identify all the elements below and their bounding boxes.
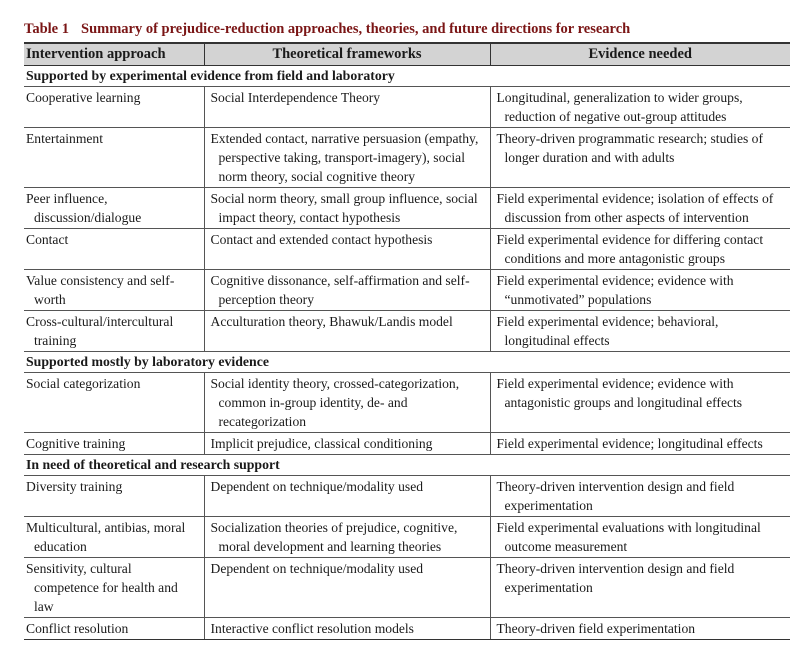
intervention-approach-cell: [24, 618, 204, 640]
table-figure: [24, 20, 790, 640]
cell-text: Dependent on technique/modality used: [210, 561, 424, 576]
theoretical-frameworks-cell: [204, 476, 490, 517]
theoretical-frameworks-cell: [204, 270, 490, 311]
cell-text: Social Interdependence Theory: [210, 90, 381, 105]
cell-text: Multicultural, antibias, moral education: [26, 520, 186, 554]
cell-text: Contact: [26, 232, 69, 247]
cell-text: Field experimental evidence for differing contact conditions and more antagonistic groups: [496, 232, 764, 266]
evidence-needed-cell: [490, 517, 790, 558]
cell-text: Field experimental evidence; evidence with “unmotivated” populations: [496, 273, 734, 307]
cell-text: Theory-driven field experimentation: [496, 621, 696, 636]
table-row: [24, 517, 790, 558]
theoretical-frameworks-cell: [204, 558, 490, 618]
table-row: [24, 229, 790, 270]
evidence-needed-cell: [490, 311, 790, 352]
cell-text: Field experimental evaluations with longitudinal outcome measurement: [496, 520, 761, 554]
evidence-needed-cell: [490, 476, 790, 517]
section-heading-row: [24, 455, 790, 476]
evidence-needed-cell: [490, 128, 790, 188]
cell-text: Socialization theories of prejudice, cognitive, moral development and learning theories: [210, 520, 458, 554]
summary-table: [24, 42, 790, 640]
intervention-approach-cell: [24, 476, 204, 517]
intervention-approach-cell: [24, 270, 204, 311]
evidence-needed-cell: [490, 229, 790, 270]
evidence-needed-cell: [490, 618, 790, 640]
header-row: [24, 43, 790, 66]
table-title: Summary of prejudice-reduction approaches, theories, and future directions for research: [81, 21, 631, 37]
cell-text: Field experimental evidence; longitudinal effects: [496, 436, 763, 451]
evidence-needed-cell: [490, 188, 790, 229]
cell-text: Peer influence, discussion/dialogue: [26, 191, 142, 225]
cell-text: Theory-driven intervention design and field experimentation: [496, 479, 735, 513]
cell-text: Social identity theory, crossed-categorization, common in-group identity, de- and recategorization: [210, 376, 460, 429]
cell-text: Field experimental evidence; isolation of effects of discussion from other aspects of intervention: [496, 191, 774, 225]
cell-text: Field experimental evidence; behavioral, longitudinal effects: [496, 314, 719, 348]
evidence-needed-cell: [490, 87, 790, 128]
cell-text: Acculturation theory, Bhawuk/Landis model: [210, 314, 453, 329]
theoretical-frameworks-cell: [204, 517, 490, 558]
table-row: [24, 373, 790, 433]
cell-text: Social norm theory, small group influence, social impact theory, contact hypothesis: [210, 191, 478, 225]
table-row: [24, 476, 790, 517]
cell-text: Dependent on technique/modality used: [210, 479, 424, 494]
section-heading: Supported by experimental evidence from field and laboratory: [24, 66, 790, 87]
cell-text: Implicit prejudice, classical conditioning: [210, 436, 433, 451]
table-body: [24, 66, 790, 640]
cell-text: Entertainment: [26, 131, 104, 146]
cell-text: Field experimental evidence; evidence with antagonistic groups and longitudinal effects: [496, 376, 743, 410]
theoretical-frameworks-cell: [204, 373, 490, 433]
table-caption: [24, 20, 790, 42]
cell-text: Cooperative learning: [26, 90, 141, 105]
column-header: Intervention approach: [24, 43, 204, 66]
cell-text: Extended contact, narrative persuasion (empathy, perspective taking, transport-imagery), social norm theory, social cognitive theory: [210, 131, 479, 184]
table-row: [24, 128, 790, 188]
evidence-needed-cell: [490, 433, 790, 455]
section-heading: In need of theoretical and research support: [24, 455, 790, 476]
theoretical-frameworks-cell: [204, 87, 490, 128]
intervention-approach-cell: [24, 373, 204, 433]
theoretical-frameworks-cell: [204, 188, 490, 229]
intervention-approach-cell: [24, 128, 204, 188]
intervention-approach-cell: [24, 517, 204, 558]
cell-text: Contact and extended contact hypothesis: [210, 232, 433, 247]
cell-text: Longitudinal, generalization to wider groups, reduction of negative out-group attitudes: [496, 90, 743, 124]
cell-text: Social categorization: [26, 376, 141, 391]
intervention-approach-cell: [24, 311, 204, 352]
intervention-approach-cell: [24, 229, 204, 270]
table-row: [24, 87, 790, 128]
intervention-approach-cell: [24, 87, 204, 128]
evidence-needed-cell: [490, 558, 790, 618]
cell-text: Diversity training: [26, 479, 123, 494]
theoretical-frameworks-cell: [204, 128, 490, 188]
cell-text: Conflict resolution: [26, 621, 129, 636]
cell-text: Theory-driven programmatic research; studies of longer duration and with adults: [496, 131, 763, 165]
theoretical-frameworks-cell: [204, 229, 490, 270]
cell-text: Interactive conflict resolution models: [210, 621, 414, 636]
cell-text: Cognitive dissonance, self-affirmation and self-perception theory: [210, 273, 470, 307]
cell-text: Value consistency and self-worth: [26, 273, 175, 307]
section-heading: Supported mostly by laboratory evidence: [24, 352, 790, 373]
evidence-needed-cell: [490, 373, 790, 433]
table-label: Table 1: [24, 21, 69, 37]
section-heading-row: [24, 352, 790, 373]
cell-text: Sensitivity, cultural competence for health and law: [26, 561, 178, 614]
column-header: Theoretical frameworks: [204, 43, 490, 66]
column-header: Evidence needed: [490, 43, 790, 66]
cell-text: Theory-driven intervention design and field experimentation: [496, 561, 735, 595]
intervention-approach-cell: [24, 433, 204, 455]
table-row: [24, 188, 790, 229]
theoretical-frameworks-cell: [204, 433, 490, 455]
table-row: [24, 433, 790, 455]
theoretical-frameworks-cell: [204, 618, 490, 640]
table-row: [24, 618, 790, 640]
evidence-needed-cell: [490, 270, 790, 311]
section-heading-row: [24, 66, 790, 87]
intervention-approach-cell: [24, 188, 204, 229]
table-row: [24, 311, 790, 352]
table-row: [24, 558, 790, 618]
theoretical-frameworks-cell: [204, 311, 490, 352]
cell-text: Cognitive training: [26, 436, 126, 451]
cell-text: Cross-cultural/intercultural training: [26, 314, 174, 348]
table-row: [24, 270, 790, 311]
intervention-approach-cell: [24, 558, 204, 618]
